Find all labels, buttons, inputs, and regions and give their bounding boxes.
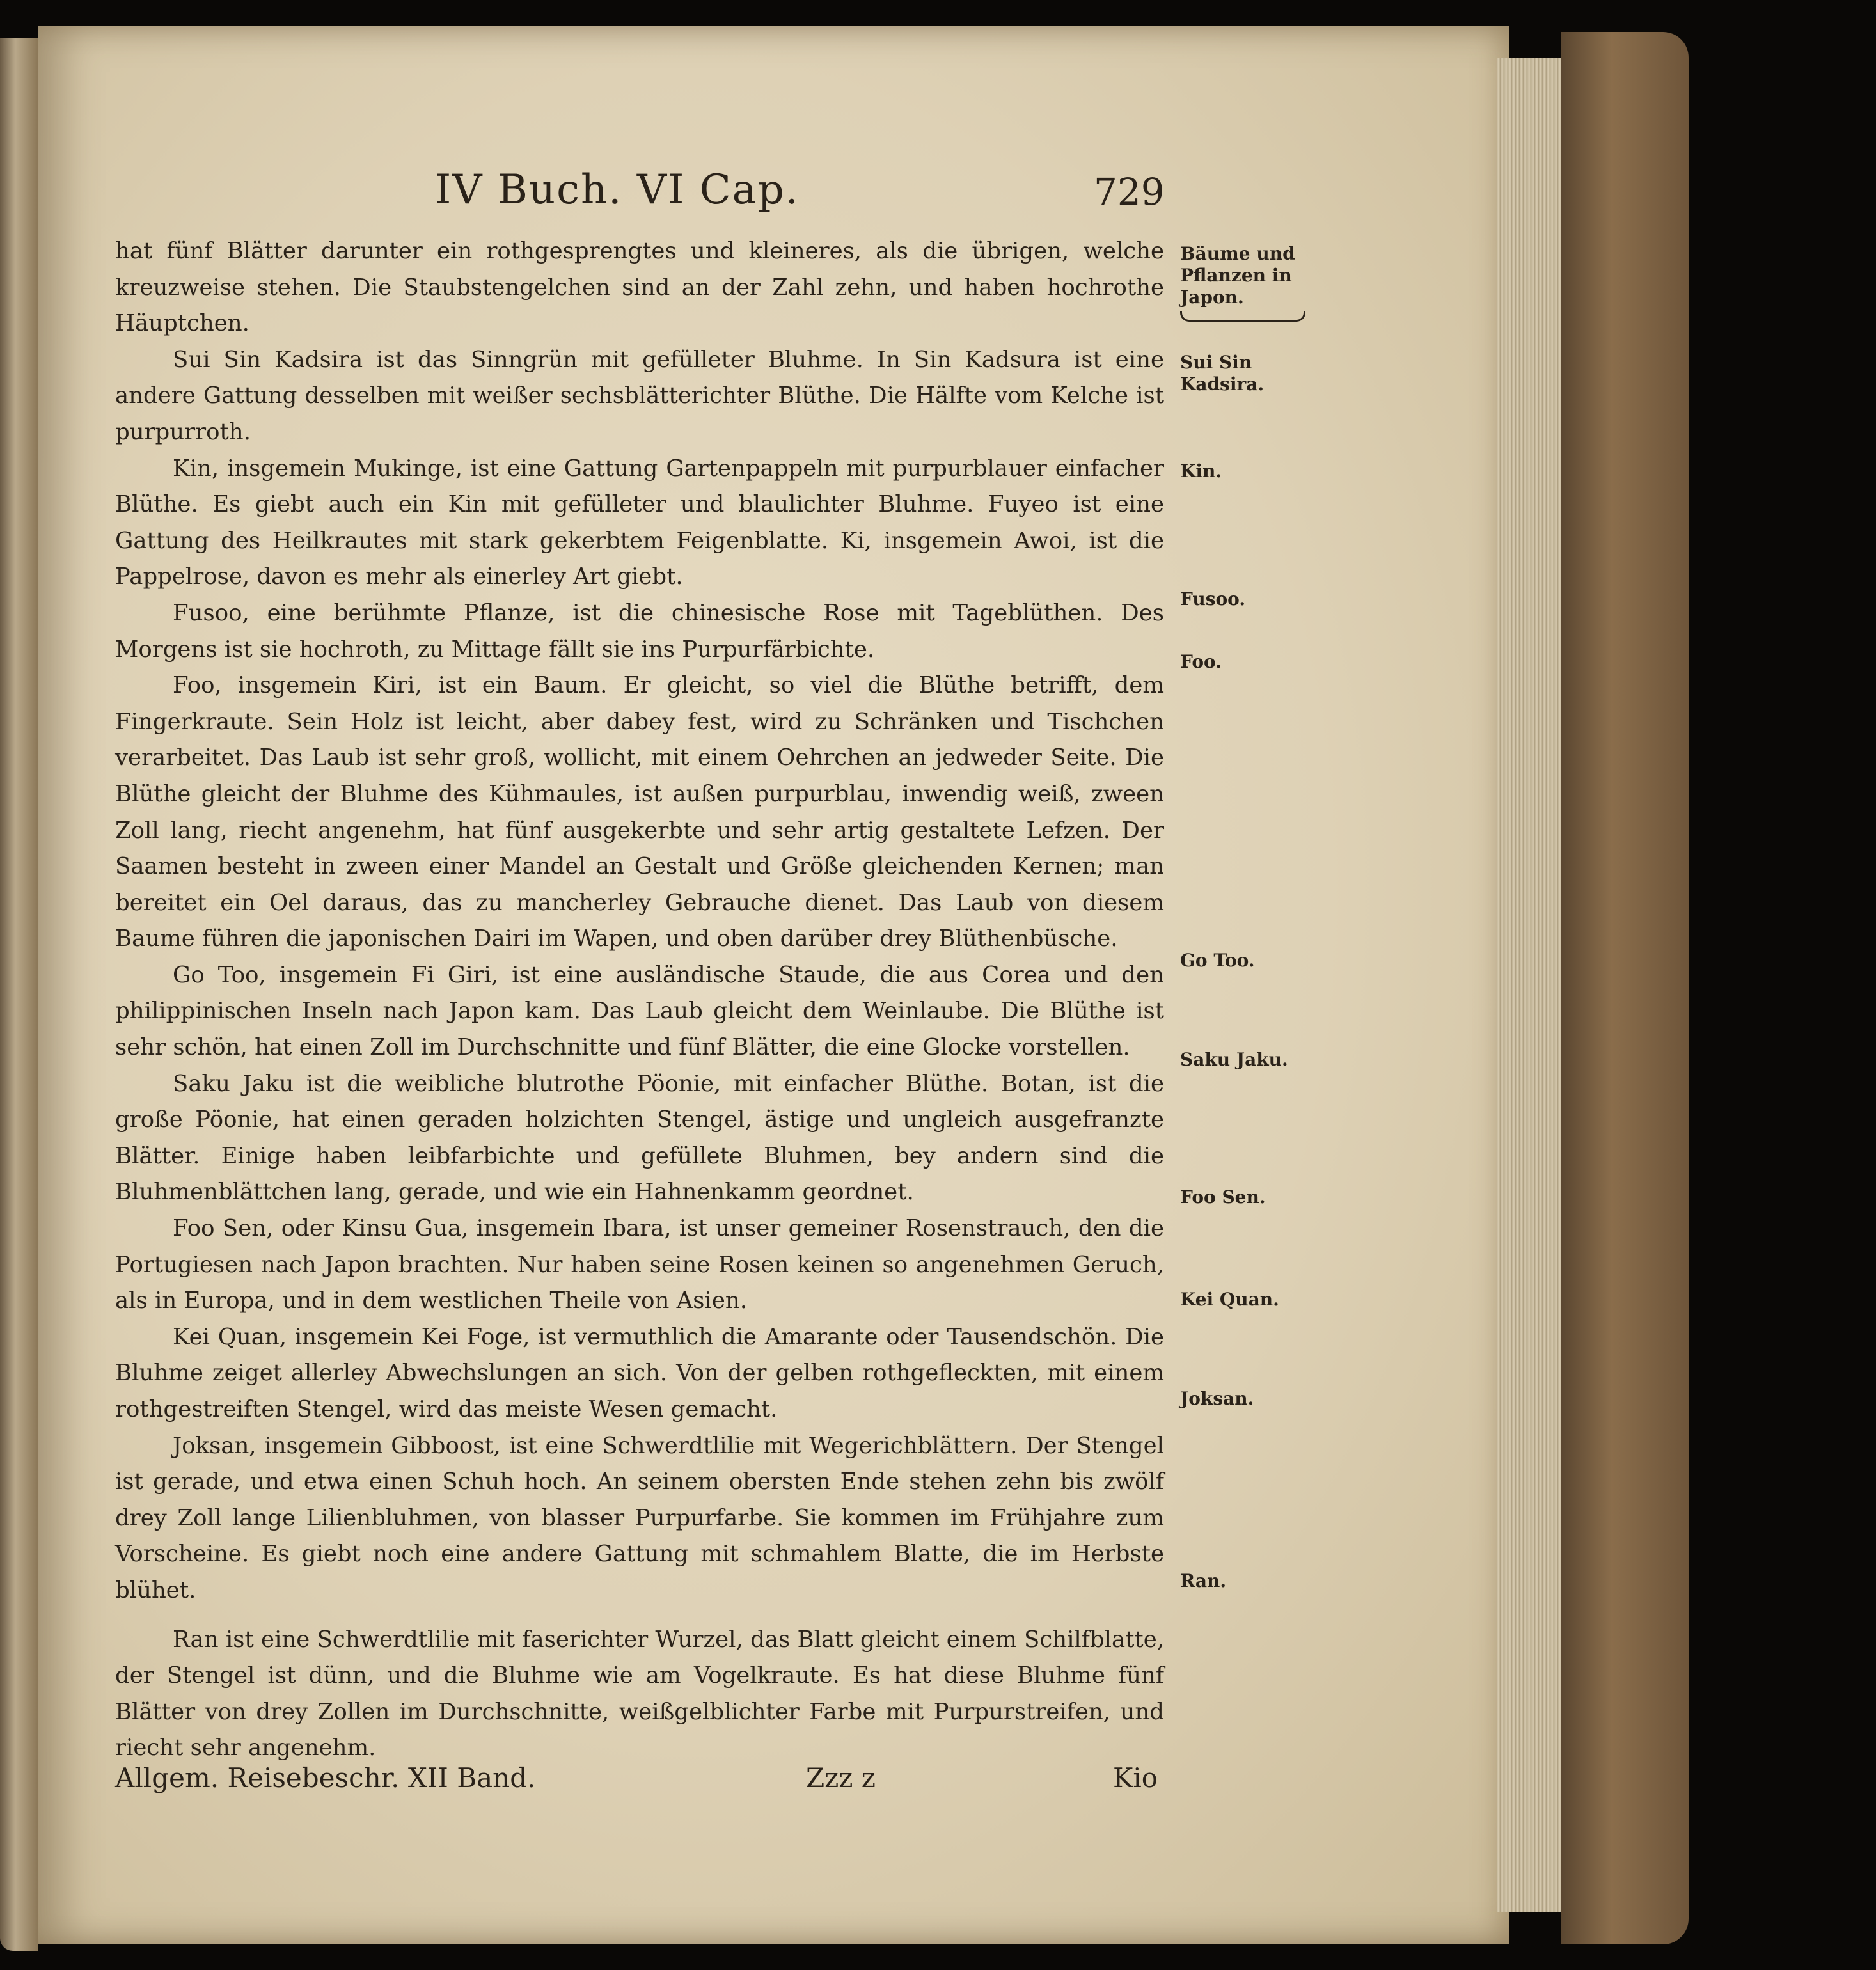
paragraph: hat fünf Blätter darunter ein rothgesprengtes und kleineres, als die übrigen, welche kreuzweise stehen. Die Staubstengelchen sind an der Zahl zehn, und haben hochrothe Häuptchen.: [115, 238, 1164, 337]
paragraph: Sui Sin Kadsira ist das Sinngrün mit gefülleter Bluhme. In Sin Kadsura ist eine andere Gattung desselben mit weißer sechsblätterichter Blüthe. Die Hälfte vom Kelche ist purpurroth.: [115, 346, 1164, 445]
side-note-foo-sen: Foo Sen.: [1180, 1186, 1266, 1208]
side-note-joksan: Joksan.: [1180, 1388, 1254, 1409]
page-footer: [38, 1762, 1228, 1807]
paragraph: Ran ist eine Schwerdtlilie mit faserichter Wurzel, das Blatt gleicht einem Schilfblatte, der Stengel ist dünn, und die Bluhme wie am Vogelkraute. Es hat diese Bluhme fünf Blätter von drey Zollen im Durchschnitte, weißgelblichter Farbe mit Purpurstreifen, und riecht sehr angenehm.: [115, 1626, 1164, 1761]
paragraph: Kei Quan, insgemein Kei Foge, ist vermuthlich die Amarante oder Tausendschön. Die Bluhme zeiget allerley Abwechslungen an sich. Von der gelben rothgefleckten, mit einem rothgestreiften Stengel, wird das meiste Wesen gemacht.: [115, 1323, 1164, 1422]
paragraph: Joksan, insgemein Gibboost, ist eine Schwerdtlilie mit Wegerichblättern. Der Stengel ist gerade, und etwa einen Schuh hoch. An seinem obersten Ende stehen zehn bis zwölf drey Zoll lange Lilienbluhmen, von blasser Purpurfarbe. Sie kommen im Frühjahre zum Vorscheine. Es giebt noch eine andere Gattung mit schmahlem Blatte, die im Herbste blühet.: [115, 1432, 1164, 1604]
side-note-text: Bäume und Pflanzen in Japon.: [1180, 243, 1295, 308]
left-page-edge: [0, 38, 38, 1951]
side-note-saku-jaku: Saku Jaku.: [1180, 1049, 1288, 1070]
side-note-go-too: Go Too.: [1180, 950, 1255, 971]
page-number: 729: [1094, 170, 1165, 214]
side-note-fusoo: Fusoo.: [1180, 588, 1246, 610]
paragraph: Kin, insgemein Mukinge, ist eine Gattung Gartenpappeln mit purpurblauer einfacher Blüthe. Es giebt auch ein Kin mit gefülleter und blaulichter Bluhme. Fuyeo ist eine Gattung des Heilkrautes mit stark gekerbtem Feigenblatte. Ki, insgemein Awoi, ist die Pappelrose, davon es mehr als einerley Art giebt.: [115, 455, 1164, 590]
side-note-foo: Foo.: [1180, 651, 1222, 672]
side-note-trees-plants: [1180, 243, 1311, 322]
brace-mark: [1180, 311, 1305, 322]
paragraph: Foo, insgemein Kiri, ist ein Baum. Er gleicht, so viel die Blüthe betrifft, dem Fingerkraute. Sein Holz ist leicht, aber dabey fest, wird zu Schränken und Tischchen verarbeitet. Das Laub ist sehr groß, wollicht, mit einem Oehrchen an jedweder Seite. Die Blüthe gleicht der Bluhme des Kühmaules, ist außen purpurblau, inwendig weiß, zween Zoll lang, riecht angenehm, hat fünf ausgekerbte und sehr artig gestaltete Lefzen. Der Saamen besteht in zween einer Mandel an Gestalt und Größe gleichenden Kernen; man bereitet ein Oel daraus, das zu mancherley Gebrauche dienet. Das Laub von diesem Baume führen die japonischen Dairi im Wapen, und oben darüber drey Blüthenbüsche.: [115, 672, 1164, 952]
page-header: [38, 166, 1228, 224]
side-note-kei-quan: Kei Quan.: [1180, 1289, 1279, 1310]
running-head: IV Buch. VI Cap.: [435, 166, 800, 214]
sheet-signature-mark: Zzz z: [806, 1762, 876, 1793]
side-note-ran: Ran.: [1180, 1570, 1227, 1591]
book-cover-edge: [1561, 32, 1689, 1944]
side-note-kin: Kin.: [1180, 461, 1222, 482]
paragraph: Foo Sen, oder Kinsu Gua, insgemein Ibara, ist unser gemeiner Rosenstrauch, den die Portugiesen nach Japon brachten. Nur haben seine Rosen keinen so angenehmen Geruch, als in Europa, und in dem westlichen Theile von Asien.: [115, 1215, 1164, 1314]
page: [38, 26, 1509, 1944]
paragraph: Fusoo, eine berühmte Pflanze, ist die chinesische Rose mit Tageblüthen. Des Morgens ist sie hochroth, zu Mittage fällt sie ins Purpurfärbichte.: [115, 599, 1164, 663]
paragraph: Saku Jaku ist die weibliche blutrothe Pöonie, mit einfacher Blüthe. Botan, ist die große Pöonie, hat einen geraden holzichten Stengel, ästige und ungleich ausgefranzte Blätter. Einige haben leibfarbichte und gefüllete Bluhmen, bey andern sind die Bluhmenblättchen lang, gerade, und wie ein Hahnenkamm geordnet.: [115, 1070, 1164, 1206]
footer-signature: Allgem. Reisebeschr. XII Band.: [115, 1762, 536, 1793]
paragraph: Go Too, insgemein Fi Giri, ist eine ausländische Staude, die aus Corea und den philippinischen Inseln nach Japon kam. Das Laub gleicht dem Weinlaube. Die Blüthe ist sehr schön, hat einen Zoll im Durchschnitte und fünf Blätter, die eine Glocke vorstellen.: [115, 961, 1164, 1061]
catchword: Kio: [1113, 1762, 1158, 1793]
body-text: [115, 233, 1164, 1767]
side-note-sui-sin: Sui Sin Kadsira.: [1180, 352, 1265, 395]
